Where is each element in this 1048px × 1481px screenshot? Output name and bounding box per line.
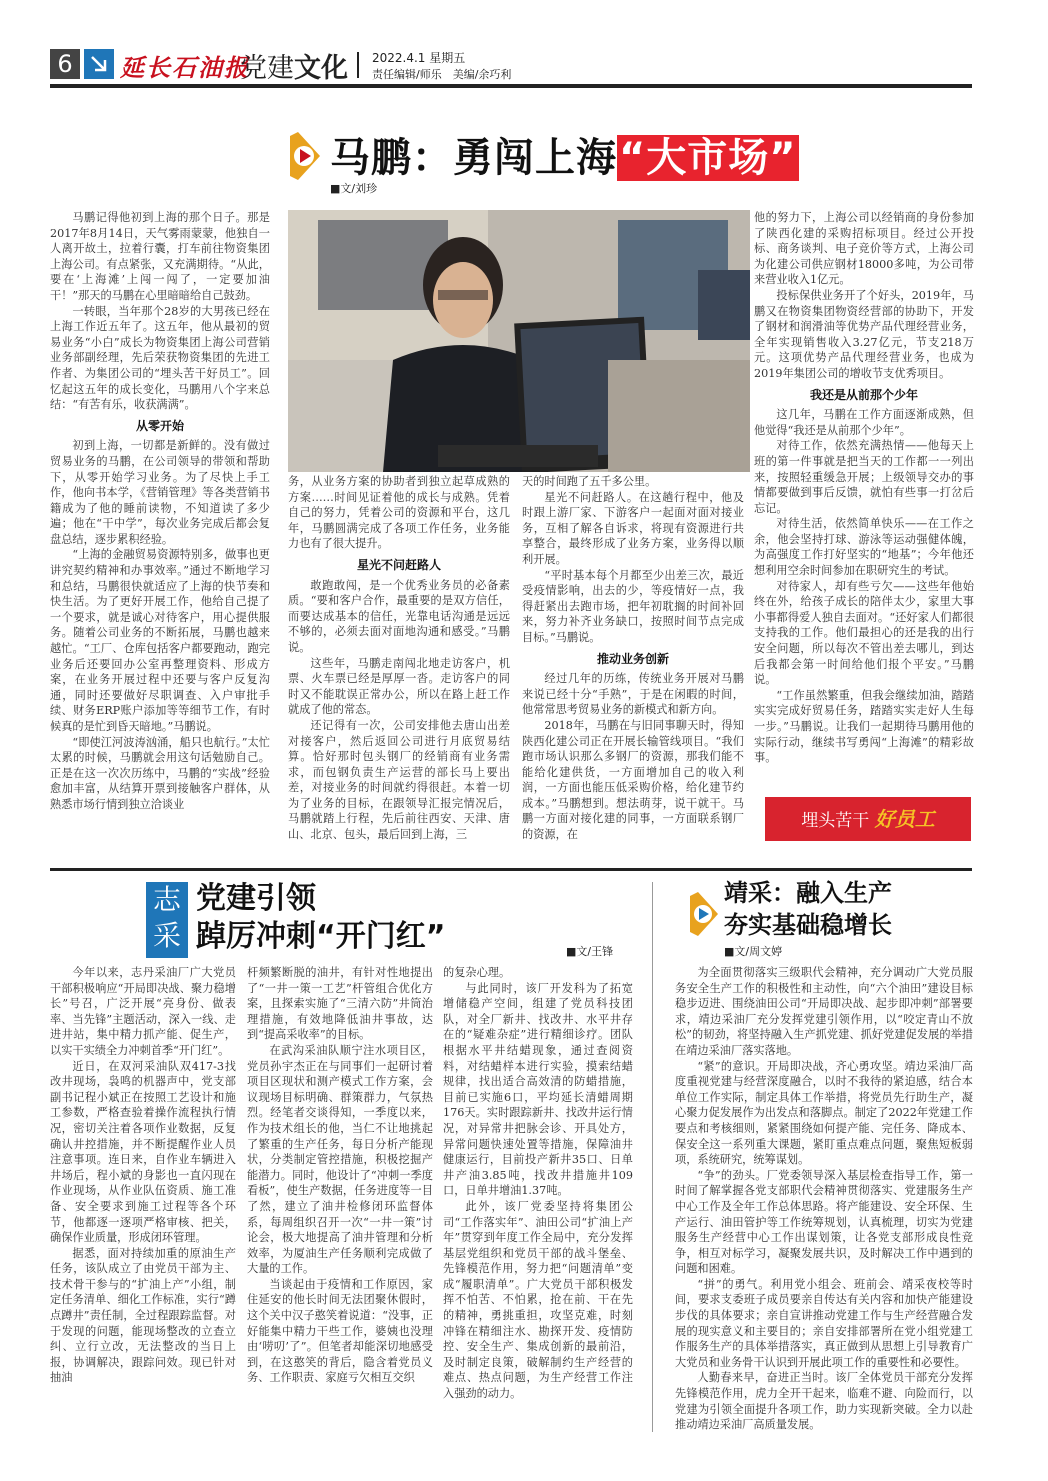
paragraph: “工作虽然繁重，但我会继续加油，踏踏实实完成好贸易任务，踏踏实实走好人生每一步。”马鹏说。让我们一起期待马鹏用他的实际行动，继续书写勇闯“上海滩”的精彩故事。 (754, 688, 974, 765)
article1-title-highlight: “大市场” (619, 135, 797, 181)
paragraph: 为全面贯彻落实三级职代会精神，充分调动广大党员服务安全生产工作的积极性和主动性，向“六个油田”建设目标稳步迈进、围绕油田公司“开局即决战、起步即冲刺”部署要求，靖边采油厂充分发挥党建引领作用，以“咬定青山不放松”的韧劲，将坚持融入生产抓党建、抓好党建促发展的举措在靖边采油厂落实落地。 (675, 966, 973, 1057)
page-number: 6 (50, 49, 80, 79)
article1-badge-b: 好员工 (874, 807, 935, 831)
paragraph: 还记得有一次，公司安排他去唐山出差对接客户，然后返回公司进行月底贸易结算。恰好那时包头钢厂的经销商有业务需求，而包钢负责生产运营的部长马上要出差，对接业务的时间就约得很赶。本着一切为了业务的目标，在跟领导汇报完情况后，马鹏就踏上行程，先后前往西安、天津、唐山、北京、包头，最后回到上海，三 (288, 718, 510, 842)
subheading: 我还是从前那个少年 (809, 387, 918, 402)
article1-title (330, 126, 799, 183)
article3-title-line1: 靖采：融入生产 (724, 879, 892, 907)
paragraph: 敢跑敢闯，是一个优秀业务员的必备素质。“要和客户合作，最重要的是双方信任，而要达成基本的信任，光靠电话沟通是远远不够的，必须去面对面地沟通和感受。”马鹏说。 (288, 578, 510, 654)
paragraph: 此外，该厂党委坚持将集团公司“工作落实年”、油田公司“扩油上产年”贯穿到年度工作全局中，充分发挥基层党组织和党员干部的战斗堡垒、先锋模范作用，努力把“问题清单”变成“履职清单”。广大党员干部积极发挥不怕苦、不怕累，抢在前、干在先的精神，勇挑重担，攻坚克难，时刻冲锋在精细注水、勘探开发、疫情防控、安全生产、集成创新的最前沿，及时制定良策，破解制约生产经营的难点、热点问题，为生产经营工作注入强劲的动力。 (443, 1199, 633, 1401)
article1-badge (765, 797, 971, 841)
paragraph: 对待生活，依然简单快乐——在工作之余，他会坚持打球、游泳等运动强健体魄，为高强度工作打好坚实的“地基”；今年他还想利用空余时间参加在职研究生的考试。 (754, 517, 974, 578)
paragraph: 与此同时，该厂开发科为了拓宽增储稳产空间，组建了党员科技团队，对全厂新井、找改井、水平井存在的“疑难杂症”进行精细诊疗。团队根据水平井结蜡现象，通过查阅资料，对结蜡样本进行实验，摸索结蜡规律，找出适合高效清的防蜡措施，目前已实施6口，平均延长清蜡周期176天。实时跟踪新井、找改井运行情况，对异常井把脉会诊、开具处方，异常问题快速处置等措施，保障油井健康运行，目前投产新井35口、日单井产油3.85吨，找改井措施井109口，日单井增油1.37吨。 (443, 981, 633, 1198)
article2-column-1 (50, 965, 236, 1433)
article1-photo (288, 210, 750, 472)
paragraph: “拼”的勇气。利用党小组会、班前会、靖采夜校等时间，要求支委班子成员要亲自传达有关内容和加快产能建设步伐的具体要求；亲自宣讲推动党建工作与生产经营融合发展的现实意义和主要目的；亲自安排部署所在党小组党建工作服务生产的具体举措落实，真正做到从思想上引导教育广大党员和业务骨干认识到开展此项工作的重要性和必要性。 (675, 1277, 973, 1369)
article1-badge-a: 埋头苦干 (801, 811, 870, 831)
section-name (240, 46, 348, 85)
paragraph: 人勤春来早，奋进正当时。该厂全体党员干部充分发挥先锋模范作用，虎力全开干起来，临难不避、向险而行，以党建为引领全面提升各项工作，助力实现新突破。全力以赴推动靖边采油厂高质量发展。 (675, 1371, 973, 1432)
play-icon (290, 132, 320, 180)
paragraph: 经过几年的历练，传统业务开展对马鹏来说已经十分“手熟”，于是在闲暇的时间，他常常思考贸易业务的新模式和新方向。 (522, 672, 744, 717)
paragraph: 据悉，面对持续加重的原油生产任务，该队成立了由党员干部为主、技术骨干参与的“扩油上产”小组，制定任务清单、细化工作标准，实行“蹲点蹲井”责任制，全过程跟踪监督。对于发现的问题，能现场整改的立查立纠、立行立改，无法整改的当日上报，协调解决，跟踪问效。现已针对抽油 (50, 1246, 236, 1385)
masthead-rule (50, 84, 972, 88)
article2-mark (146, 882, 188, 958)
paragraph: 对待工作，依然充满热情——他每天上班的第一件事就是把当天的工作都一一列出来，按照轻重缓急开展；上级领导交办的事情都要做到事后反馈，就怕有些事一打岔后忘记。 (754, 439, 974, 515)
article3-title (724, 877, 892, 941)
paragraph: “上海的金融贸易资源特别多，做事也更讲究契约精神和办事效率。”通过不断地学习和总结，马鹏很快就适应了上海的快节奏和快生活。为了更好开展工作，他给自己提了一个要求，就是诚心对待客户，用心提供服务。随着公司业务的不断拓展，马鹏也越来越忙。“工厂、仓库包括客户都要跑动，跑完业务后还要回办公室再整理资料、形成方案，在业务开展过程中还要与客户反复沟通，同时还要做好尽职调查、入户审批手续、财务ERP账户添加等等细节工作，有时候真的是忙到昏天暗地。”马鹏说。 (50, 548, 270, 733)
paragraph: 对待家人，却有些亏欠——这些年他始终在外，给孩子成长的陪伴太少，家里大事小事都得爱人独自去面对。“还好家人们都很支持我的工作。他们最担心的还是我的出行安全问题，所以每次不管出差去哪儿，到达后我都会第一时间给他们报个平安。”马鹏说。 (754, 579, 974, 687)
paragraph: 星光不问赶路人。在这趟行程中，他及时跟上游厂家、下游客户一起面对面对接业务，互相了解各自诉求，将现有资源进行共享整合，最终形成了业务方案，业务得以顺利开展。 (522, 490, 744, 566)
paragraph: 务，从业务方案的协助者到独立起草成熟的方案……时间见证着他的成长与成熟。凭着自己的努力，凭着公司的资源和平台，这几年，马鹏圆满完成了各项工作任务，业务能力也有了很大提升。 (288, 475, 510, 551)
article2-title-line1: 党建引领 (196, 881, 316, 916)
paragraph: 近日，在双河采油队双417-3找改井现场，袅鸣的机器声中，党支部副书记程小斌正在按照工艺设计和施工参数，严格查验着操作流程执行情况，密切关注着各项作业数据，反复确认井控措施，并不断提醒作业人员注意事项。连日来，自作业车辆进入井场后，程小斌的身影也一直闪现在作业现场，从作业队伍资质、施工准备、安全要求到施工过程等各个环节，他都逐一逐项严格审核、把关，确保作业质量，形成闭环管理。 (50, 1059, 236, 1245)
paragraph: 杆频繁断脱的油井，有针对性地提出了“一井一策一工艺”杆管组合优化方案，且探索实施了“三清六防”井筒治理措施，有效地降低油井事故，达到“提高采收率”的目标。 (247, 966, 433, 1042)
paragraph: 当谈起由于疫情和工作原因，家住延安的他长时间无法团聚休假时，这个关中汉子憨笑着说道：“没事，正好能集中精力干些工作，婆姨也没理由‘唠叨’了”。但笔者却能深切地感受到，在这憨笑的背后，隐含着党员义务、工作职责、家庭亏欠相互交织 (247, 1277, 433, 1385)
arrow-icon (84, 49, 114, 79)
paragraph: “紧”的意识。开局即决战，齐心勇攻坚。靖边采油厂高度重视党建与经营深度融合，以时不我待的紧迫感，结合本单位工作实际，制定具体工作举措，将党员先行助生产，凝心聚力促发展作为出发点和落脚点。制定了2022年党建工作要点和考核细则，紧紧围绕如何提产能、完任务、降成本、保安全这一系列重大课题，紧盯重点难点问题，聚焦短板弱项，系统研究，统筹谋划。 (675, 1059, 973, 1167)
article1-title-main: 马鹏：勇闯上海 (330, 135, 617, 181)
paragraph: 今年以来，志丹采油厂广大党员干部积极响应“开局即决战、聚力稳增长”号召，广泛开展“亮身份、做表率、当先锋”主题活动，深入一线、走进井站，集中精力抓产能、促生产，以实干实绩全力冲刺首季“开门红”。 (50, 966, 236, 1057)
paragraph: 投标保供业务开了个好头，2019年，马鹏又在物资集团物资经营部的协助下，开发了钢材和润滑油等优势产品代理经营业务，全年实现销售收入3.27亿元，节支218万元。这项优势产品代理经营业务，也成为2019年集团公司的增收节支优秀项目。 (754, 288, 974, 380)
article1-column-4 (754, 210, 974, 795)
issue-date: 2022.4.1 星期五 (372, 51, 466, 65)
paragraph: 初到上海，一切都是新鲜的。没有做过贸易业务的马鹏，在公司领导的带领和帮助下，从零开始学习业务。为了尽快上手工作，他向书本学，《营销管理》等各类营销书籍成为了他的睡前读物，不知道读了多少遍；他在“干中学”，每次业务完成后都会复盘总结，逐步累积经验。 (50, 439, 270, 546)
article3-column-1 (675, 965, 973, 1433)
paragraph: 2018年，马鹏在与旧同事聊天时，得知陕西化建公司正在开展长输管线项目。“我们跑市场认识那么多钢厂的资源，那我们能不能给化建供货，一方面增加自己的收入利润，一方面也能压低采购价格，给化建节约成本。”马鹏想到。想法萌芽，说干就干。马鹏一方面对接化建的同事，一方面联系钢厂的资源，在 (522, 718, 744, 842)
paragraph: “争”的劲头。厂党委领导深入基层检查指导工作，第一时间了解掌握各党支部职代会精神贯彻落实、党建服务生产中心工作及全年工作总体思路。将产能建设、安全环保、生产运行、油田管护等工作统筹规划，认真梳理，切实为党建服务生产经营中心工作出谋划策，让各党支部形成良性竞争，相互对标学习，凝聚发展共识，及时解决工作中遇到的问题和困难。 (675, 1168, 973, 1276)
article2-title (196, 880, 445, 956)
play-icon-2 (690, 880, 718, 944)
article2-byline: ■文/王锋 (566, 945, 614, 958)
paragraph: “平时基本每个月都至少出差三次，最近受疫情影响，出去的少，等疫情好一点，我得赶紧出去跑市场，把年初耽搁的时间补回来，努力补齐业务缺口，按照时间节点完成目标。”马鹏说。 (522, 568, 744, 644)
editors: 责任编辑/师乐 美编/余巧利 (372, 68, 512, 81)
subheading: 星光不问赶路人 (356, 557, 441, 572)
subheading: 推动业务创新 (596, 651, 669, 666)
article1-byline: ■文/刘珍 (330, 182, 378, 195)
paper-logo: 延长石油报 (120, 53, 250, 82)
paragraph: 马鹏记得他初到上海的那个日子。那是2017年8月14日，天气雾雨蒙蒙，他独自一人离开故土，拉着行囊，打车前往物资集团上海公司。有点紧张，又充满期待。“从此，要在‘上海滩’上闯一闯了，一定要加油干！”那天的马鹏在心里暗暗给自己鼓劲。 (50, 211, 270, 302)
article2-mark-a: 志 (152, 883, 181, 916)
article2-3-separator (652, 882, 653, 1432)
paragraph: 天的时间跑了五千多公里。 (522, 475, 657, 488)
paragraph: 一转眼，当年那个28岁的大男孩已经在上海工作近五年了。这五年，他从最初的贸易业务“小白”成长为物资集团上海公司营销业务部副经理，先后荣获物资集团的先进工作者、为集团公司的“埋头苦干好员工”。回忆起这五年的成长变化，马鹏用八个字来总结：“有苦有乐，收获满满”。 (50, 304, 270, 412)
paragraph: 他的努力下，上海公司以经销商的身份参加了陕西化建的采购招标项目。经过公开投标、商务谈判、电子竞价等方式，上海公司为化建公司供应钢材18000多吨，为公司带来营业收入1亿元。 (754, 211, 974, 287)
section-name-b: 文化 (294, 53, 348, 84)
paragraph: 在武沟采油队顺宁注水项目区，党员孙宇杰正在与同事们一起研讨着项目区现状和测产模式工作方案，会议现场目标明确、群策群力，气氛热烈。经笔者交谈得知，一季度以来，作为技术组长的他，当仁不让地挑起了繁重的生产任务，每日分析产能现状，分类制定管控措施，积极挖掘产能潜力。同时，他设计了“冲刺一季度看板”，使生产数据，任务进度等一目了然，建立了油井检修闭环监督体系，每周组织召开一次“一井一策”讨论会，极大地提高了油井管理和分析效率，为厦油生产任务顺利完成做了大量的工作。 (247, 1043, 433, 1276)
paragraph: “即使江河波涛汹涌，船只也航行。”太忙太累的时候，马鹏就会用这句话勉励自己。正是在这一次次历练中，马鹏的“实战”经验愈加丰富，从结算开票到接触客户群体，从熟悉市场行情到独立洽谈业 (50, 735, 270, 811)
article1-column-1 (50, 210, 270, 860)
article2-mark-b: 采 (152, 919, 181, 952)
article1-column-2 (288, 474, 510, 859)
masthead-separator (357, 52, 359, 78)
paragraph: 这几年，马鹏在工作方面逐渐成熟，但他觉得“我还是从前那个少年”。 (754, 408, 974, 437)
section-name-a: 党建 (240, 53, 294, 84)
article3-byline: ■文/周文婷 (724, 945, 783, 958)
article1-column-3 (522, 474, 744, 859)
article2-title-line2: 踔厉冲刺“开门红” (196, 919, 446, 954)
article-separator (50, 868, 972, 871)
paragraph: 这些年，马鹏走南闯北地走访客户，机票、火车票已经是厚厚一沓。走访客户的同时又不能耽误正常办公，所以在路上赶工作就成了他的常态。 (288, 656, 510, 717)
article2-column-2 (247, 965, 433, 1433)
subheading: 从零开始 (135, 418, 184, 433)
paragraph: 的复杂心理。 (443, 966, 511, 979)
article3-title-line2: 夯实基础稳增长 (724, 911, 892, 939)
article2-column-3 (443, 965, 633, 1433)
